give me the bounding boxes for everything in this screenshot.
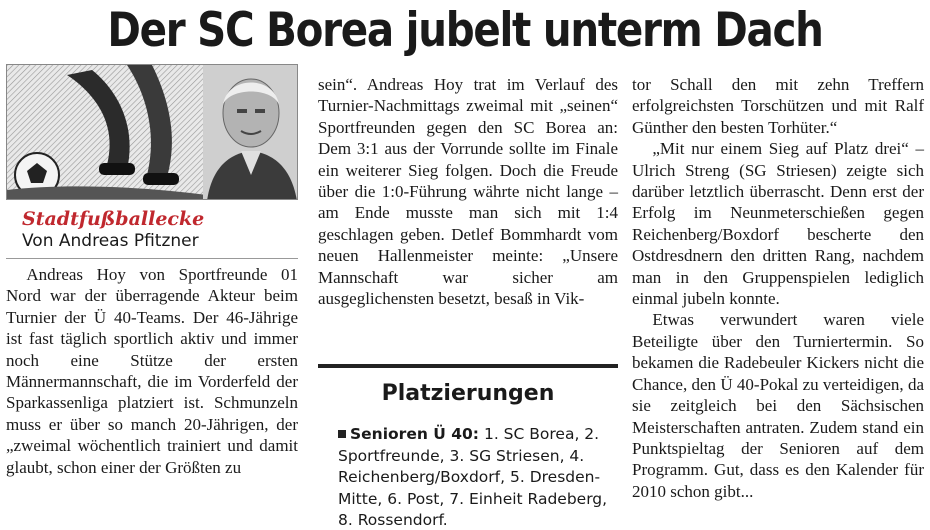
article-column-2 bbox=[318, 74, 618, 309]
columnist-photo bbox=[6, 64, 298, 200]
kicker: Stadtfußballecke bbox=[22, 208, 205, 230]
paragraph: Andreas Hoy von Sportfreunde 01 Nord war der überragende Akteur beim Turnier der Ü 40-Teams. Der 46-Jährige ist fast täglich sportlich aktiv und immer noch eine Stütze der ersten Männermannschaft, die im Vorderfeld der Sparkassenliga platziert ist. Schmunzeln muss er über so manch 20-Jährigen, der „zweimal wöchentlich trainiert und damit glaubt, schon einer der Größten zu bbox=[6, 265, 298, 477]
football-drawing-icon bbox=[7, 65, 298, 200]
paragraph: „Mit nur einem Sieg auf Platz drei“ – Ulrich Streng (SG Striesen) zeigte sich darüber letztlich überrascht. Denn erst der Erfolg im Neunmeterschießen gegen Reichenberg/Boxdorf bescherte den Ostdresdnern den dritten Rang, nachdem man in den Gruppenspielen lediglich einmal jubeln konnte. bbox=[632, 139, 924, 309]
results-label: Senioren Ü 40: bbox=[350, 425, 480, 443]
box-divider bbox=[318, 364, 618, 368]
results-list: 1. SC Borea, 2. Sportfreunde, 3. SG Striesen, 4. Reichenberg/Boxdorf, 5. Dresden-Mitte, 6. Post, 7. Einheit Radeberg, 8. Rossendorf. bbox=[338, 425, 608, 529]
paragraph: sein“. Andreas Hoy trat im Verlauf des Turnier-Nachmittags zweimal mit „seinen“ Sportfreunden gegen den SC Borea an: Dem 3:1 aus der Vorrunde sollte im Finale ein weiterer Sieg folgen. Doch die Freude über die 1:0-Führung währte nicht lange – am Ende musste man sich mit 1:4 geschlagen geben. Detlef Bommhardt vom neuen Hallenmeister meinte: „Unsere Mannschaft war sicher am ausgeglichensten besetzt, besaß in Vik- bbox=[318, 75, 618, 309]
divider bbox=[6, 258, 298, 259]
results-box-title: Platzierungen bbox=[381, 381, 555, 406]
byline: Von Andreas Pfitzner bbox=[22, 231, 199, 251]
article-column-1 bbox=[6, 264, 298, 478]
paragraph: Etwas verwundert waren viele Beteiligte über den Turniertermin. So bekamen die Radebeuler Kickers nicht die Chance, den Ü 40-Pokal zu verteidigen, da sie zeitgleich bei den Sächsischen Meisterschaften antraten. Zudem stand ein Punktspieltag der Senioren auf dem Programm. Gut, dass es den Kalender für 2010 schon gibt... bbox=[632, 310, 924, 501]
paragraph: tor Schall den mit zehn Treffern erfolgreichsten Torschützen und mit Ralf Günther den besten Torhüter.“ bbox=[632, 75, 924, 137]
article-column-3 bbox=[632, 74, 924, 502]
headline: Der SC Borea jubelt unterm Dach bbox=[107, 3, 823, 58]
results-box-text bbox=[338, 424, 618, 530]
bullet-icon bbox=[338, 430, 346, 438]
